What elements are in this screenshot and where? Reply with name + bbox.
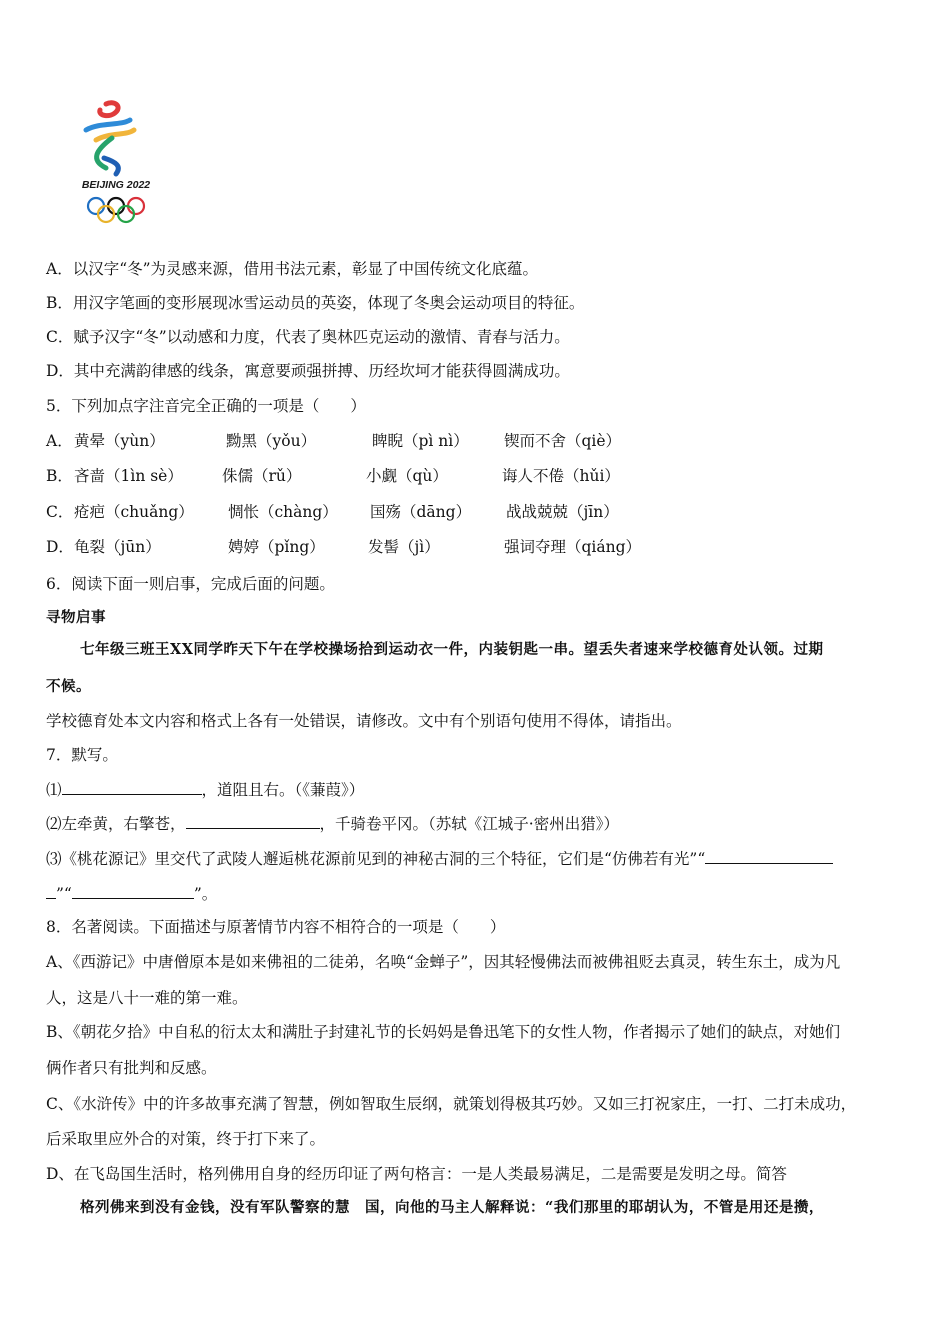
answer-blank[interactable] [705,847,833,864]
q7-stem: 7．默写。 [46,746,118,764]
q7-item2-tail: ，千骑卷平冈。（苏轼《江城子·密州出猎》） [319,815,619,833]
q5-option-item: 诲人不倦（hǔi） [502,467,620,485]
q4-option-d: D．其中充满韵律感的线条，寓意要顽强拼搏、历经坎坷才能获得圆满成功。 [46,362,570,380]
q7-item1-number: ⑴ [46,781,62,799]
q5-option-item: 小觑（qù） [366,467,448,485]
q8-option-d-line1: D、在飞岛国生活时，格列佛用自身的经历印证了两句格言：一是人类最易满足，二是需要是发明之母。简答 [46,1165,787,1183]
q7-item3-line2 [46,882,217,904]
q7-item3-mid: ”“ [56,885,72,903]
q5-option-item: 锲而不舍（qiè） [504,432,622,450]
q5-option-item: 惆怅（chàng） [228,503,338,521]
q5-option-label: C． [46,503,74,521]
q8-option-b-line1: B、《朝花夕拾》中自私的衍太太和满肚子封建礼节的长妈妈是鲁迅笔下的女性人物，作者揭示了她们的缺点，对她们 [46,1023,841,1041]
q5-option-item: 国殇（dāng） [370,503,472,521]
q7-item1 [46,778,364,800]
q8-option-a-line1: A、《西游记》中唐僧原本是如来佛祖的二徒弟，名唤“金蝉子”，因其轻慢佛法而被佛祖贬去真灵，转生东土，成为凡 [46,953,841,971]
q8-passage: 格列佛来到没有金钱，没有军队警察的慧 国，向他的马主人解释说：“我们那里的耶胡认为，不管是用还是攒， [80,1199,824,1216]
q5-option-item: 娉婷（pǐng） [228,538,325,556]
q5-option-label: D． [46,538,74,556]
answer-blank[interactable] [186,812,320,829]
q7-item2-head: ⑵左牵黄，右擎苍， [46,815,186,833]
q8-option-b-line2: 俩作者只有批判和反感。 [46,1059,217,1077]
logo-caption: BEIJING 2022 [81,179,151,191]
answer-blank[interactable] [46,882,56,899]
q8-stem: 8．名著阅读。下面描述与原著情节内容不相符合的一项是（ ） [46,918,506,936]
q7-item3-end: ”。 [193,885,218,903]
answer-blank[interactable] [72,882,194,899]
q7-item3-text: ⑶《桃花源记》里交代了武陵人邂逅桃花源前见到的神秘古洞的三个特征，它们是“仿佛若有光”“ [46,850,706,868]
q8-option-c-line1: C、《水浒传》中的许多故事充满了智慧，例如智取生辰纲，就策划得极其巧妙。又如三打祝家庄，一打、二打未成功， [46,1095,857,1113]
q6-instruction [46,711,682,731]
q4-option-a: A．以汉字“冬”为灵感来源，借用书法元素，彰显了中国传统文化底蕴。 [46,260,539,278]
q7-item3-line1 [46,847,833,869]
q5-option-item: 战战兢兢（jīn） [506,503,619,521]
q4-option-c: C．赋予汉字“冬”以动感和力度，代表了奥林匹克运动的激情、青春与活力。 [46,328,570,346]
q5-option-item: 强词夺理（qiáng） [504,538,642,556]
q5-option-item: 发髻（jì） [368,538,440,556]
q5-option-item: 龟裂（jūn） [74,538,161,556]
q6-instruction-text: 本文内容和格式上各有一处错误，请修改。文中有个别语句使用不得体，请指出。 [123,712,682,730]
q4-option-b: B．用汉字笔画的变形展现冰雪运动员的英姿，体现了冬奥会运动项目的特征。 [46,294,585,312]
q5-option-label: B． [46,467,73,485]
notice-body-line2: 不候。 [46,678,91,695]
q5-option-item: 黝黑（yǒu） [226,432,317,450]
q8-option-a-line2: 人，这是八十一难的第一难。 [46,989,248,1007]
q6-stem: 6．阅读下面一则启事，完成后面的问题。 [46,575,335,593]
notice-title: 寻物启事 [46,609,106,626]
q5-option-item: 睥睨（pì nì） [372,432,469,450]
q7-item2 [46,812,619,834]
q5-option-item: 疮疤（chuǎng） [74,503,194,521]
q5-option-item: 吝啬（1ìn sè） [74,467,183,485]
olympic-rings-icon [88,198,144,222]
q5-option-label: A． [46,432,73,450]
q8-option-c-line2: 后采取里应外合的对策，终于打下来了。 [46,1130,326,1148]
answer-blank[interactable] [62,778,202,795]
notice-signature: 学校德育处 [46,712,124,730]
notice-body-line1: 七年级三班王XX同学昨天下午在学校操场拾到运动衣一件，内装钥匙一串。望丢失者速来学校德育处认领。过期 [80,641,824,658]
q5-option-item: 侏儒（rǔ） [222,467,302,485]
beijing-2022-emblem [76,96,156,230]
q7-item1-text: ，道阻且右。（《蒹葭》） [201,781,365,799]
q5-stem: 5．下列加点字注音完全正确的一项是（ ） [46,397,366,415]
q5-option-item: 黄晕（yùn） [74,432,165,450]
